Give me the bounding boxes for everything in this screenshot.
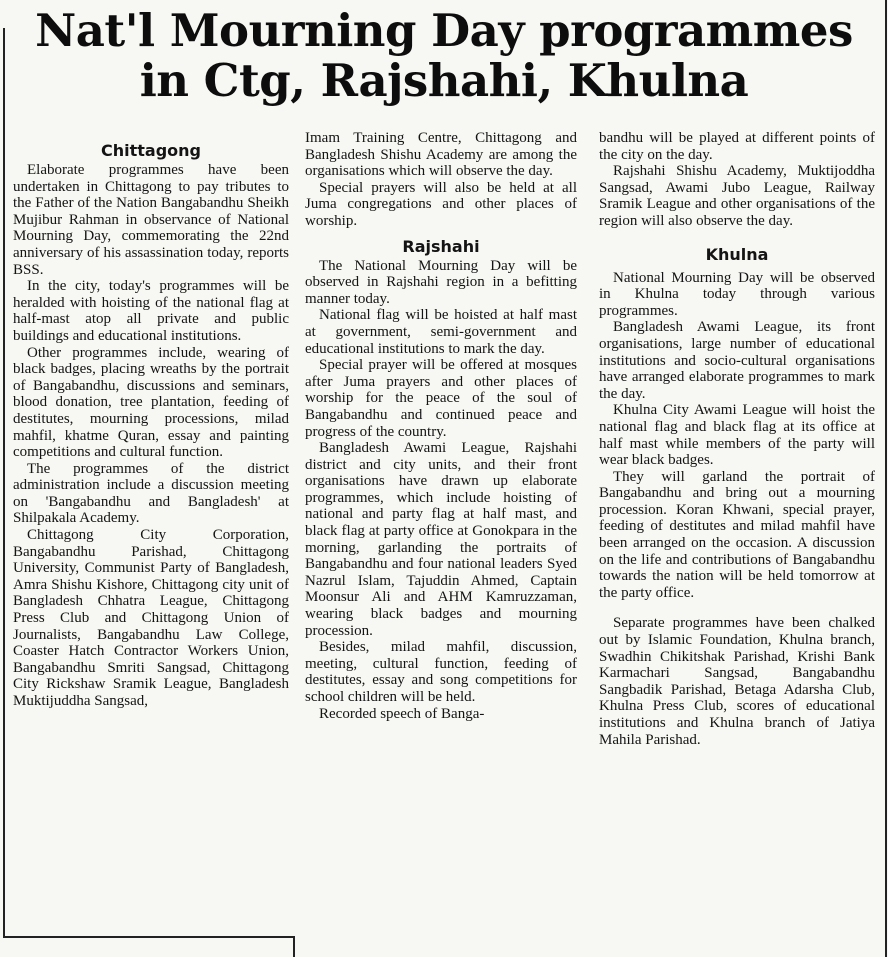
headline-line-2: in Ctg, Rajshahi, Khulna xyxy=(139,54,749,107)
paragraph: Special prayers will also be held at all Juma congregations and other places of worship. xyxy=(305,179,577,229)
bottom-rule-tick xyxy=(293,936,295,957)
paragraph: Imam Training Centre, Chittagong and Bangladesh Shishu Academy are among the organisations which will observe the day. xyxy=(305,130,577,180)
paragraph: National flag will be hoisted at half mast at government, semi-government and educational institutions to mark the day. xyxy=(305,307,577,357)
paragraph: The National Mourning Day will be observed in Rajshahi region in a befitting manner today. xyxy=(305,257,577,307)
paragraph: Rajshahi Shishu Academy, Muktijoddha Sangsad, Awami Jubo League, Railway Sramik League and other organisations of the region will also observe the day. xyxy=(599,163,875,229)
column-1 xyxy=(13,140,289,710)
paragraph: They will garland the portrait of Bangabandhu and bring out a mourning procession. Koran Khwani, special prayer, feeding of destitutes and milad mahfil have been arranged on the occasion. A discussion on the life and contributions of Bangabandhu towards the nation will be held tomorrow at the party office. xyxy=(599,468,875,601)
section-heading-rajshahi: Rajshahi xyxy=(402,236,480,256)
paragraph: Besides, milad mahfil, discussion, meeting, cultural function, feeding of destitutes, essay and song competitions for school children will be held. xyxy=(305,639,577,705)
paragraph: Recorded speech of Banga- xyxy=(319,705,485,722)
paragraph: Elaborate programmes have been undertaken in Chittagong to pay tributes to the Father of the Nation Bangabandhu Sheikh Mujibur Rahman in observance of National Mourning Day, commemorating the 22nd anniversary of his assassination today, reports BSS. xyxy=(13,162,289,278)
paragraph: In the city, today's programmes will be heralded with hoisting of the national flag at half-mast atop all private and public buildings and educational institutions. xyxy=(13,278,289,344)
bottom-rule xyxy=(3,936,295,938)
paragraph: Chittagong City Corporation, Bangabandhu Parishad, Chittagong University, Communist Party of Bangladesh, Amra Shishu Kishore, Chittagong city unit of Bangladesh Chhatra League, Chittagong Press Club and Chittagong Union of Journalists, Bangabandhu Law College, Coaster Hatch Contractor Workers Union, Bangabandhu Smriti Sangsad, Chittagong City Rickshaw Sramik League, Bangladesh Muktijuddha Sangsad, xyxy=(13,527,289,709)
section-heading-khulna: Khulna xyxy=(705,244,769,264)
column-2 xyxy=(305,130,577,722)
paragraph: The programmes of the district administration include a discussion meeting on 'Bangabandhu and Bangladesh' at Shilpakala Academy. xyxy=(13,460,289,527)
headline xyxy=(10,6,878,106)
column-3 xyxy=(599,130,875,748)
paragraph: Special prayer will be offered at mosques after Juma prayers and other places of worship for the peace of the soul of Bangabandhu and continued peace and progress of the country. xyxy=(305,357,577,440)
paragraph: Bangladesh Awami League, its front organisations, large number of educational institutions and socio-cultural organisations have arranged elaborate programmes to mark the day. xyxy=(599,319,875,402)
paragraph: Separate programmes have been chalked out by Islamic Foundation, Khulna branch, Swadhin Chikitshak Parishad, Krishi Bank Karmachari Sangsad, Bangabandhu Sangbadik Parishad, Betaga Adarsha Club, Khulna Press Club, scores of educational institutions and Khulna branch of Jatiya Mahila Parishad. xyxy=(599,615,875,748)
right-column-rule xyxy=(885,0,887,957)
section-heading-chittagong: Chittagong xyxy=(101,141,201,160)
paragraph: Khulna City Awami League will hoist the national flag and black flag at its office at half mast while members of the party will wear black badges. xyxy=(599,402,875,469)
paragraph: Bangladesh Awami League, Rajshahi district and city units, and their front organisations have drawn up elaborate programmes, which include hoisting of national and party flag at half mast, and black flag at party office at Gonokpara in the morning, garlanding the portraits of Bangabandhu and four national leaders Syed Nazrul Islam, Tajuddin Ahmed, Captain Moonsur Ali and AHM Kamruzzaman, wearing black badges and mourning procession. xyxy=(305,440,577,639)
paragraph: bandhu will be played at different points of the city on the day. xyxy=(599,130,875,163)
paragraph: Other programmes include, wearing of black badges, placing wreaths by the portrait of Bangabandhu, discussions and seminars, blood donation, tree plantation, feeding of destitutes, mourning processions, milad mahfil, khatme Quran, essay and painting competitions and cultural function. xyxy=(13,344,289,461)
headline-line-1: Nat'l Mourning Day programmes xyxy=(35,4,853,57)
left-column-rule xyxy=(3,28,5,938)
paragraph: National Mourning Day will be observed in Khulna today through various programmes. xyxy=(599,269,875,319)
